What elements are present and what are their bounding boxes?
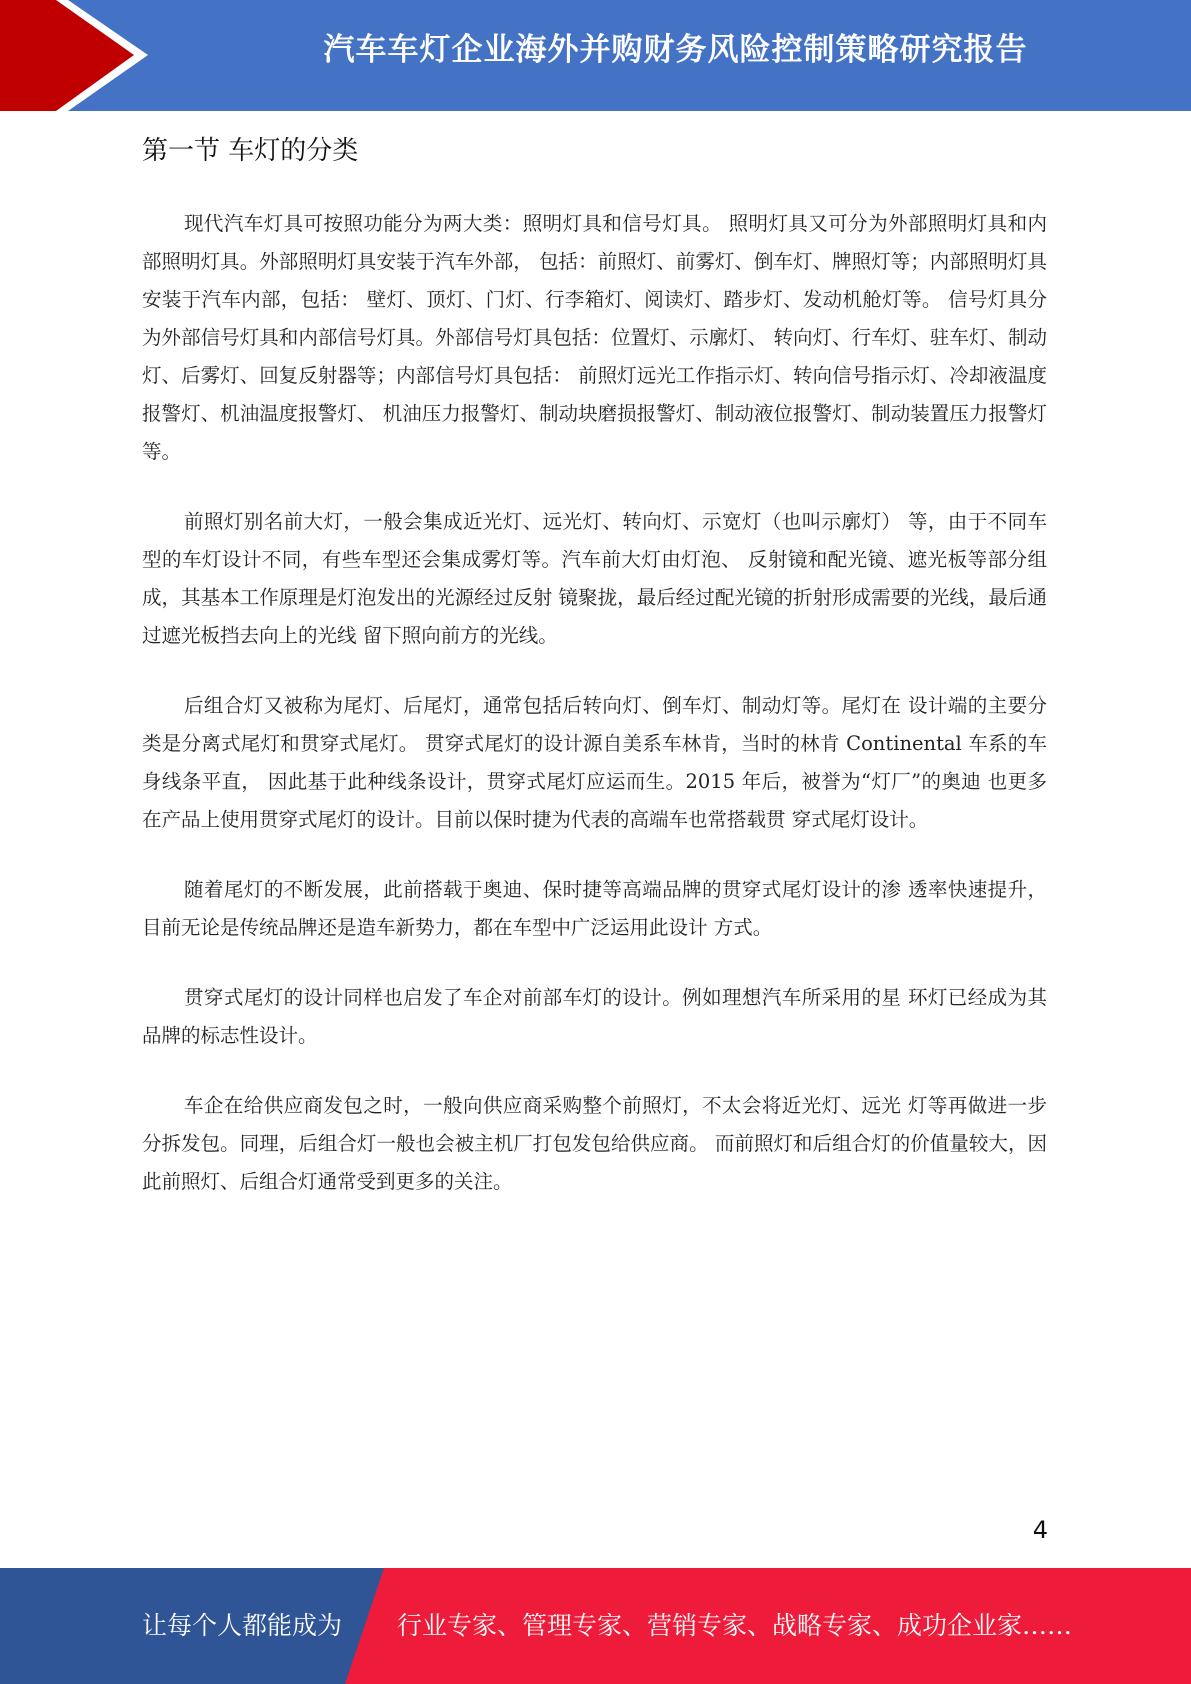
paragraph-5: 贯穿式尾灯的设计同样也启发了车企对前部车灯的设计。例如理想汽车所采用的星 环灯已经成为其品牌的标志性设计。 [142,986,1047,1047]
section-title: 第一节 车灯的分类 [142,136,359,166]
paragraph-6: 车企在给供应商发包之时，一般向供应商采购整个前照灯，不太会将近光灯、远光 灯等再做进一步分拆发包。同理，后组合灯一般也会被主机厂打包发包给供应商。 而前照灯和后组合灯的价值量较大，因此前照灯、后组合灯通常受到更多的关注。 [142,1094,1047,1193]
header-arrow-decoration [0,0,160,111]
paragraph-2: 前照灯别名前大灯，一般会集成近光灯、远光灯、转向灯、示宽灯（也叫示廓灯） 等，由于不同车型的车灯设计不同，有些车型还会集成雾灯等。汽车前大灯由灯泡、 反射镜和配光镜、遮光板等部分组成，其基本工作原理是灯泡发出的光源经过反射 镜聚拢，最后经过配光镜的折射形成需要的光线，最后通过遮光板挡去向上的光线 留下照向前方的光线。 [142,510,1047,647]
footer-slogan-right: 行业专家、管理专家、营销专家、战略专家、成功企业家…… [397,1611,1073,1640]
paragraph-3: 后组合灯又被称为尾灯、后尾灯，通常包括后转向灯、倒车灯、制动灯等。尾灯在 设计端的主要分类是分离式尾灯和贯穿式尾灯。 贯穿式尾灯的设计源自美系车林肯，当时的林肯 Continental 车系的车身线条平直， 因此基于此种线条设计，贯穿式尾灯应运而生。2015 年后，被誉为“灯厂”的奥迪 也更多在产品上使用贯穿式尾灯的设计。目前以保时捷为代表的高端车也常搭载贯 穿式尾灯设计。 [142,694,1047,831]
paragraph-4: 随着尾灯的不断发展，此前搭载于奥迪、保时捷等高端品牌的贯穿式尾灯设计的渗 透率快速提升，目前无论是传统品牌还是造车新势力，都在车型中广泛运用此设计 方式。 [142,878,1047,939]
page-footer [0,1568,1191,1684]
page-header [0,0,1191,111]
footer-slogan-left: 让每个人都能成为 [142,1611,343,1640]
report-title: 汽车车灯企业海外并购财务风险控制策略研究报告 [323,32,1028,68]
paragraph-1: 现代汽车灯具可按照功能分为两大类：照明灯具和信号灯具。 照明灯具又可分为外部照明灯具和内部照明灯具。外部照明灯具安装于汽车外部， 包括：前照灯、前雾灯、倒车灯、牌照灯等；内部照明灯具安装于汽车内部，包括： 壁灯、顶灯、门灯、行李箱灯、阅读灯、踏步灯、发动机舱灯等。 信号灯具分为外部信号灯具和内部信号灯具。外部信号灯具包括：位置灯、示廓灯、 转向灯、行车灯、驻车灯、制动灯、后雾灯、回复反射器等；内部信号灯具包括： 前照灯远光工作指示灯、转向信号指示灯、冷却液温度报警灯、机油温度报警灯、 机油压力报警灯、制动块磨损报警灯、制动液位报警灯、制动装置压力报警灯等。 [142,212,1047,463]
page-number: 4 [1032,1516,1048,1544]
body-content [142,205,1047,1233]
